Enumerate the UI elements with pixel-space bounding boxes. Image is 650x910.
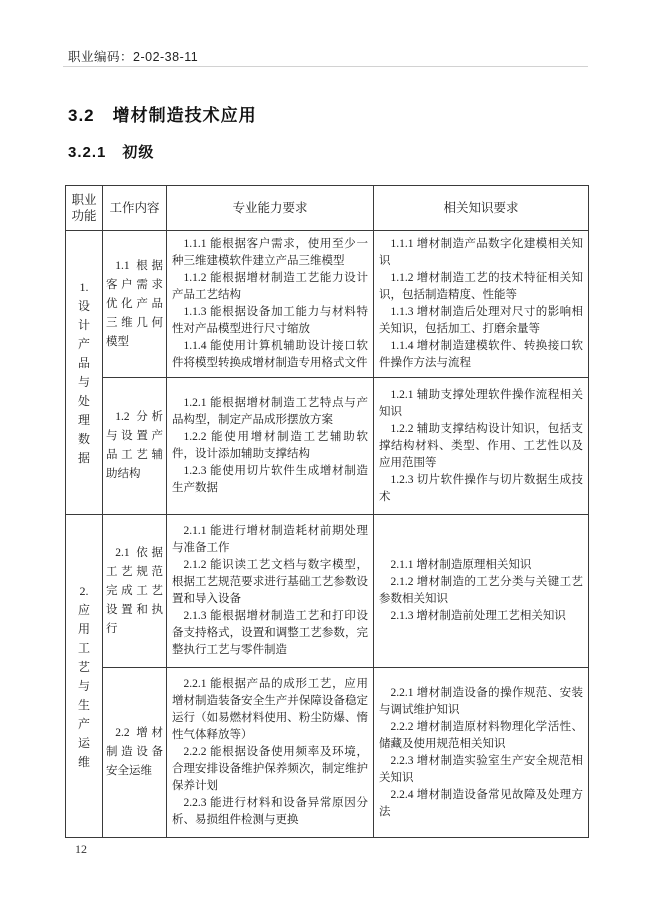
ability-item: 1.2.2 能使用增材制造工艺辅助软件，设计添加辅助支撑结构 (172, 431, 368, 460)
ability-cell-2-1 (167, 515, 374, 668)
col-header-function: 职业功能 (66, 186, 103, 231)
knowledge-item: 1.2.2 辅助支撑结构设计知识，包括支撑结构材料、类型、作用、工艺性以及应用范围等 (379, 422, 583, 469)
function-vertical-text: 2. 应 用 工 艺 与 生 产 运 维 (77, 583, 90, 769)
knowledge-item: 1.1.3 增材制造后处理对尺寸的影响相关知识，包括加工、打磨余量等 (379, 306, 583, 335)
ability-cell-1-2 (167, 378, 374, 515)
work-cell-2-1 (103, 515, 167, 668)
subsection-title: 3.2.1 初级 (68, 144, 155, 161)
knowledge-item: 2.2.3 增材制造实验室生产安全规范相关知识 (379, 754, 583, 784)
knowledge-item: 1.2.1 辅助支撑处理软件操作流程相关知识 (379, 388, 583, 418)
table-row (66, 515, 589, 668)
table-row (66, 231, 589, 378)
page-number: 12 (75, 842, 87, 856)
col-header-knowledge: 相关知识要求 (374, 186, 589, 231)
work-content-text: 2.1 依据工艺规范完成工艺设置和执行 (106, 546, 163, 635)
knowledge-item: 1.2.3 切片软件操作与切片数据生成技术 (379, 473, 583, 503)
ability-item: 2.2.2 能根据设备使用频率及环境，合理安排设备维护保养频次，制定维护保养计划 (172, 746, 368, 792)
function-cell-operation (66, 515, 103, 838)
ability-item: 2.2.3 能进行材料和设备异常原因分析、易损组件检测与更换 (172, 797, 368, 826)
knowledge-item: 2.2.2 增材制造原材料物理化学活性、储藏及使用规范相关知识 (379, 720, 583, 750)
ability-item: 1.1.2 能根据增材制造工艺能力设计产品工艺结构 (172, 272, 368, 301)
work-content-text: 2.2 增材制造设备安全运维 (106, 727, 163, 777)
work-cell-1-2 (103, 378, 167, 515)
ability-item: 1.2.1 能根据增材制造工艺特点与产品构型，制定产品成形摆放方案 (172, 397, 368, 426)
knowledge-item: 1.1.1 增材制造产品数字化建模相关知识 (379, 238, 583, 267)
knowledge-item: 2.2.1 增材制造设备的操作规范、安装与调试维护知识 (379, 686, 583, 716)
ability-item: 2.1.2 能识读工艺文档与数字模型，根据工艺规范要求进行基础工艺参数设置和导入设备 (172, 559, 368, 605)
table-row (66, 668, 589, 838)
knowledge-item: 2.1.3 增材制造前处理工艺相关知识 (390, 610, 566, 622)
col-header-work-content: 工作内容 (103, 186, 167, 231)
knowledge-cell-2-2 (374, 668, 589, 838)
knowledge-cell-1-2 (374, 378, 589, 515)
function-cell-design (66, 231, 103, 515)
ability-item: 1.2.3 能使用切片软件生成增材制造生产数据 (172, 465, 368, 494)
ability-cell-2-2 (167, 668, 374, 838)
work-content-text: 1.2 分析与设置产品工艺辅助结构 (106, 411, 163, 480)
ability-item: 1.1.3 能根据设备加工能力与材料特性对产品模型进行尺寸缩放 (172, 306, 368, 335)
table-header-row (66, 186, 589, 231)
work-cell-1-1 (103, 231, 167, 378)
section-title: 3.2 增材制造技术应用 (68, 106, 257, 125)
ability-item: 2.2.1 能根据产品的成形工艺，应用增材制造装备安全生产并保障设备稳定运行（如易燃材料使用、粉尘防爆、惰性气体释放等） (172, 678, 368, 741)
col-header-ability: 专业能力要求 (167, 186, 374, 231)
work-content-text: 1.1 根据客户需求优化产品三维几何模型 (106, 259, 163, 348)
ability-item: 2.1.1 能进行增材制造耗材前期处理与准备工作 (172, 525, 368, 554)
knowledge-item: 2.1.2 增材制造的工艺分类与关键工艺参数相关知识 (379, 576, 583, 605)
knowledge-item: 1.1.4 增材制造建模软件、转换接口软件操作方法与流程 (379, 340, 583, 369)
header-divider (63, 66, 588, 67)
work-cell-2-2 (103, 668, 167, 838)
knowledge-item: 1.1.2 增材制造工艺的技术特征相关知识，包括制造精度、性能等 (379, 272, 583, 301)
ability-item: 2.1.3 能根据增材制造工艺和打印设备支持格式，设置和调整工艺参数，完整执行工艺与零件制造 (172, 610, 368, 656)
knowledge-cell-2-1 (374, 515, 589, 668)
function-vertical-text: 1. 设 计 产 品 与 处 理 数 据 (77, 280, 90, 465)
ability-cell-1-1 (167, 231, 374, 378)
document-code: 职业编码：2-02-38-11 (68, 50, 199, 64)
ability-item: 1.1.1 能根据客户需求，使用至少一种三维建模软件建立产品三维模型 (172, 238, 368, 267)
qualification-requirements-table (65, 185, 589, 838)
knowledge-cell-1-1 (374, 231, 589, 378)
table-row (66, 378, 589, 515)
knowledge-item: 2.2.4 增材制造设备常见故障及处理方法 (379, 788, 583, 818)
knowledge-item: 2.1.1 增材制造原理相关知识 (390, 559, 532, 571)
ability-item: 1.1.4 能使用计算机辅助设计接口软件将模型转换成增材制造专用格式文件 (172, 340, 368, 369)
